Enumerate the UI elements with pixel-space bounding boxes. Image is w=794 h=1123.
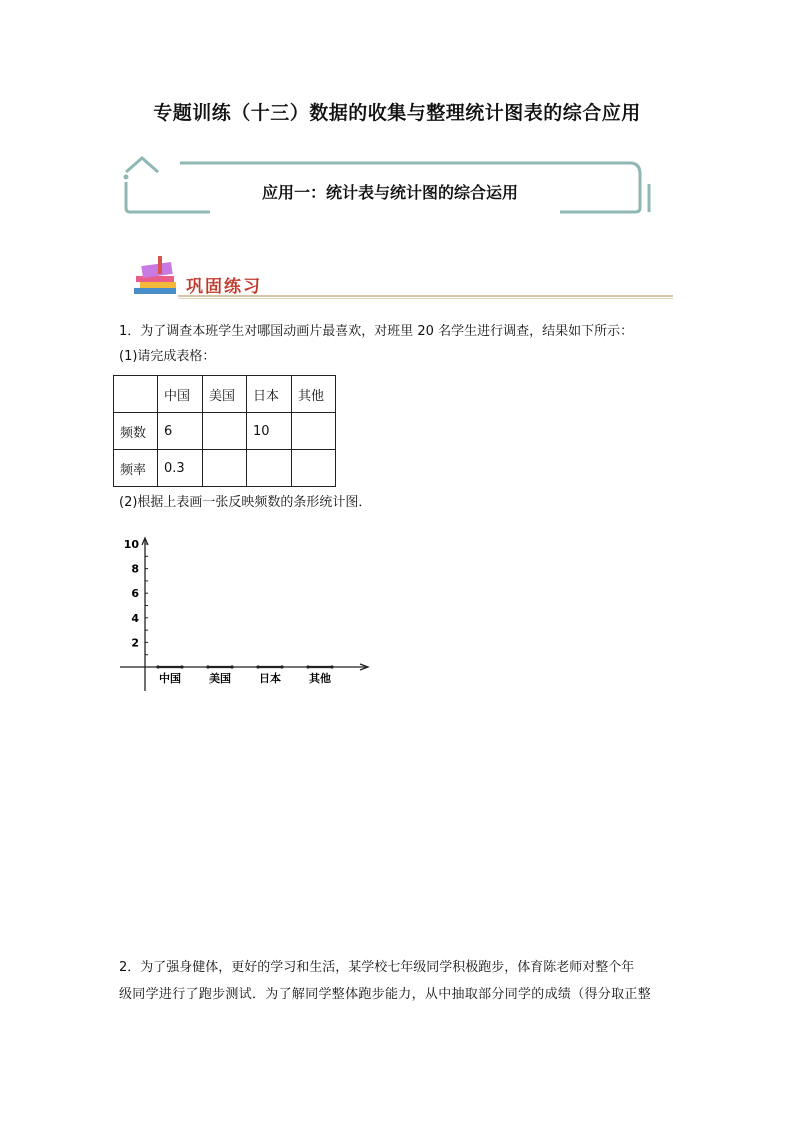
table-cell <box>203 413 247 450</box>
x-category-dot <box>180 665 183 668</box>
table-header-cell: 美国 <box>203 376 247 413</box>
survey-table <box>113 375 336 487</box>
section-label: 巩固练习 <box>186 277 262 297</box>
table-row <box>114 450 336 487</box>
banner-roof-decoration <box>126 158 158 172</box>
frequency-bar-chart-axes <box>110 528 380 693</box>
y-tick-label: 10 <box>123 538 139 551</box>
x-category-label: 其他 <box>309 672 331 685</box>
x-category-label: 美国 <box>209 672 231 685</box>
table-row-label: 频率 <box>114 450 158 487</box>
x-category-dot <box>306 665 309 668</box>
q2-line2: 级同学进行了跑步测试．为了解同学整体跑步能力，从中抽取部分同学的成绩（得分取正整 <box>119 987 652 1002</box>
table-cell <box>247 450 292 487</box>
x-category-dot <box>230 665 233 668</box>
table-header-cell: 中国 <box>158 376 203 413</box>
x-category-dot <box>206 665 209 668</box>
y-tick-label: 2 <box>131 636 139 650</box>
table-cell <box>292 450 336 487</box>
table-cell: 6 <box>158 413 203 450</box>
table-header-row <box>114 376 336 413</box>
q1-part2: (2)根据上表画一张反映频数的条形统计图． <box>119 495 372 510</box>
q1-stem: 1．为了调查本班学生对哪国动画片最喜欢，对班里 20 名学生进行调查，结果如下所示： <box>119 324 634 339</box>
document-title: 专题训练（十三）数据的收集与整理统计图表的综合应用 <box>153 102 641 124</box>
table-cell: 10 <box>247 413 292 450</box>
table-cell <box>203 450 247 487</box>
y-tick-label: 8 <box>131 562 139 576</box>
table-header-cell: 其他 <box>292 376 336 413</box>
x-category-label: 中国 <box>159 672 181 685</box>
q1-part1: (1)请完成表格： <box>119 349 216 364</box>
table-header-cell: 日本 <box>247 376 292 413</box>
y-tick-label: 6 <box>131 587 139 601</box>
table-row-label: 频数 <box>114 413 158 450</box>
table-cell <box>114 376 158 413</box>
x-category-dot <box>156 665 159 668</box>
table-row <box>114 413 336 450</box>
table-cell: 0.3 <box>158 450 203 487</box>
x-category-dot <box>330 665 333 668</box>
x-category-dot <box>280 665 283 668</box>
books-icon <box>134 256 176 294</box>
q2-line1: 2．为了强身健体，更好的学习和生活，某学校七年级同学积极跑步，体育陈老师对整个年 <box>119 960 635 975</box>
table-cell <box>292 413 336 450</box>
banner-title: 应用一：统计表与统计图的综合运用 <box>261 183 518 202</box>
x-category-dot <box>256 665 259 668</box>
y-tick-label: 4 <box>131 611 139 625</box>
x-category-label: 日本 <box>259 672 281 685</box>
